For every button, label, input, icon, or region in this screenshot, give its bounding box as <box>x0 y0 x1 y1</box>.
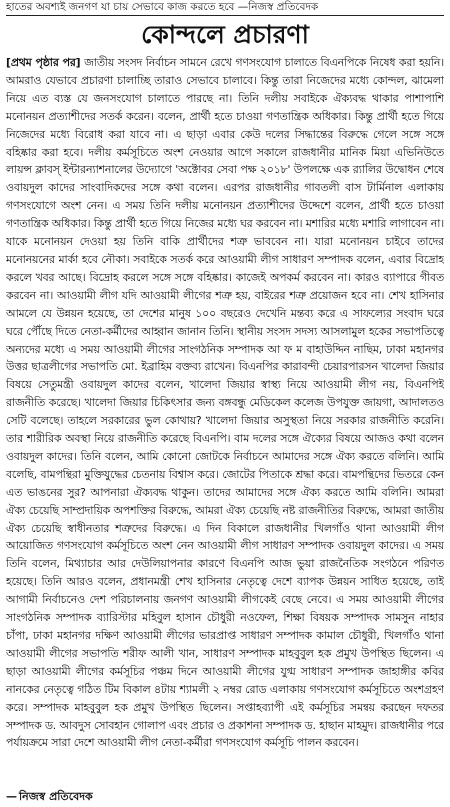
previous-article-byline: —নিজস্ব প্রতিবেদক <box>237 1 319 13</box>
separator-rule <box>6 15 444 16</box>
previous-article-tail <box>6 0 444 15</box>
previous-article-text: হাতের অবশ্যই জনগণ যা চায় সেভাবে কাজ করতে হবে <box>6 1 235 13</box>
byline-dash: — <box>6 790 17 803</box>
article-byline <box>6 789 93 805</box>
article-text: জাতীয় সংসদ নির্বাচন সামনে রেখে গণসংযোগ চালাতে বিএনপিকে নিষেধ করা হয়নি। আমরাও যেভাবে প্রচারণা চালাচ্ছি তারাও সেভাবে চালাবে। কিন্তু তারা নিজেদের মধ্যে কোন্দল, ঝামেলা নিয়ে এত ব্যস্ত যে জনসংযোগ চালাতে পারছে না। তিনি দলীয় সবাইকে ঐক্যবদ্ধ থাকার পাশাপাশি মনোনয়ন প্রত্যাশীদের সতর্ক করেন। বলেন, প্রার্থী হতে চাওয়া গণতান্ত্রিক অধিকার। কিন্তু প্রার্থী হতে গিয়ে নিজেদের মধ্যে বিরোধ করা যাবে না। এ ছাড়া এবার কেউ দলের সিদ্ধান্তের বিরুদ্ধে গেলে সঙ্গে সঙ্গে বহিষ্কার করা হবে। দলীয় কর্মসূচিতে অংশ নেওয়ার আগে সকালে রাজধানীর মানিক মিয়া এভিনিউতে লায়ন্স ক্লাবস্‌ ইন্টারন্যাশনালের উদ্যোগে 'অক্টোবর সেবা পক্ষ ২০১৮' উপলক্ষে এক র‍্যালির উদ্বোধন শেষে ওবায়দুল কাদের সাংবাদিকদের সঙ্গে কথা বলেন। এরপর রাজধানীর গাবতলী বাস টার্মিনাল এলাকায় গণসংযোগে অংশ নেন। এ সময় তিনি দলীয় মনোনয়ন প্রত্যাশীদের উদ্দেশে বলেন, প্রার্থী হতে চাওয়া গণতান্ত্রিক অধিকার। কিন্তু প্রার্থী হতে গিয়ে নিজের মধ্যে ঘর করবেন না। মশারির মধ্যে মশারি লাগাবেন না। যাকে মনোনয়ন দেওয়া হয় তিনি বাকি প্রার্থীদের শত্রু ভাববেন না। যারা মনোনয়ন চাইবে তাদের মনোনয়নের মার্কা হবে নৌকা। সবাইকে সতর্ক করে আওয়ামী লীগ সাধারণ সম্পাদক বলেন, এবার বিদ্রোহ করলে খবর আছে। বিদ্রোহ করলে সঙ্গে সঙ্গে বহিষ্কার। কাজেই অপকর্ম করবেন না। কারও ব্যাপারে গীবত করবেন না। আওয়ামী লীগ যদি আওয়ামী লীগের শত্রু হয়, বাইরের শত্রু প্রয়োজন হবে না। শেখ হাসিনার আমলে যে উন্নয়ন হয়েছে, তা দেশের মানুষ ১০০ বছরেও দেখেনি মন্তব্য করে এ সাফল্যের সংবাদ ঘরে ঘরে পৌঁছে দিতে নেতা-কর্মীদের আহ্বান জানান তিনি। স্থানীয় সংসদ সদস্য আসলামুল হকের সভাপতিত্বে অন্যদের মধ্যে এ সময় আওয়ামী লীগের সাংগঠনিক সম্পাদক আ ফ ম বাহাউদ্দিন নাছিম, ঢাকা মহানগর উত্তর ছাত্রলীগের সভাপতি মো. ইব্রাহিম বক্তব্য রাখেন। বিএনপির কারাবন্দী চেয়ারপারসন খালেদা জিয়ার বিষয়ে সেতুমন্ত্রী ওবায়দুল কাদের বলেন, খালেদা জিয়ার স্বাস্থ্য নিয়ে আওয়ামী লীগ নয়, বিএনপিই রাজনীতি করেছে। খালেদা জিয়ার চিকিৎসার জন্য বঙ্গবন্ধু মেডিকেল কলেজ উপযুক্ত জায়গা, আদালতও সেটি বলেছে। তাহলে সরকারের ভুল কোথায়? খালেদা জিয়ার অসুস্থতা নিয়ে সরকার রাজনীতি করেনি। তার শারীরিক অবস্থা নিয়ে রাজনীতি করেছে বিএনপি। বাম দলের সঙ্গে ঐক্যের বিষয়ে আজও কথা বলেন ওবায়দুল কাদের। তিনি বলেন, আমি কোনো জোটকে নির্বাচনে আমাদের সঙ্গে ঐক্য করতে বলিনি। আমি বলেছি, বামপন্থিরা মুক্তিযুদ্ধের চেতনায় বিশ্বাস করে। জোটের পিতাকে শ্রদ্ধা করে। বামপন্থিদের ভিতরে কেন এত ভাঙনের সুর? আপনারা ঐক্যবদ্ধ থাকুন। তাদের আমাদের সঙ্গে ঐক্য করতে আমি বলিনি। আমরা ঐক্য চেয়েছি সাম্প্রদায়িক অপশক্তির বিরুদ্ধে, আমরা ঐক্য চেয়েছি নষ্ট রাজনীতির বিরুদ্ধে, আমরা জাতীয় ঐক্য চেয়েছি স্বাধীনতার শত্রুদের বিরুদ্ধে। এ দিন বিকালে রাজধানীর খিলগাঁও থানা আওয়ামী লীগ আয়োজিত গণসংযোগ কর্মসূচিতে অংশ নেন আওয়ামী লীগ সাধারণ সম্পাদক ওবায়দুল কাদের। এ সময় তিনি বলেন, মিথ্যাচার আর দেউলিয়াপনার কারণে বিএনপি আজ ভুয়া রাজনৈতিক সংগঠনে পরিণত হয়েছে। তিনি আরও বলেন, প্রধানমন্ত্রী শেখ হাসিনার নেতৃত্বে দেশে ব্যাপক উন্নয়ন সাধিত হয়েছে, তাই আগামী নির্বাচনেও দেশ পরিচালনায় জনগণ আওয়ামী লীগকেই বেছে নেবে। এ সময় আওয়ামী লীগের সাংগঠনিক সম্পাদক ব্যারিস্টার মহিবুল হাসান চৌধুরী নওফেল, শিক্ষা বিষয়ক সম্পাদক সামসুন নাহার চাঁপা, ঢাকা মহানগর দক্ষিণ আওয়ামী লীগের ভারপ্রাপ্ত সাধারণ সম্পাদক কামাল চৌধুরী, খিলগাঁও থানা আওয়ামী লীগের সভাপতি শরীফ আলী খান, সাধারণ সম্পাদক মাহবুবুল হক প্রমুখ উপস্থিত ছিলেন। এ ছাড়া আওয়ামী লীগের কর্মসূচির পঞ্চম দিনে আওয়ামী লীগের যুগ্ম সাধারণ সম্পাদক জাহাঙ্গীর কবির নানকের নেতৃত্বে গঠিত টিম বিকাল ৪টায় শ্যামলী ২ নম্বর রোড এলাকায় গণসংযোগ কর্মসূচিতে অংশগ্রহণ করে। সম্পাদক মাহবুবুল হক প্রমুখ উপস্থিত ছিলেন। সপ্তাহব্যাপী এই কর্মসূচির সমন্বয় করছেন দফতর সম্পাদক ড. আবদুস সোবহান গোলাপ এবং প্রচার ও প্রকাশনা সম্পাদক ড. হাছান মাহমুদ। রাজধানীর পরে পর্যায়ক্রমে সারা দেশে আওয়ামী লীগ নেতা-কর্মীরা গণসংযোগ কর্মসূচি পালন করবেন। <box>6 56 444 750</box>
article-body <box>6 54 444 769</box>
byline-text: নিজস্ব প্রতিবেদক <box>19 790 93 803</box>
article-headline: কোন্দলে প্রচারণা <box>141 20 309 49</box>
continuation-label: [প্রথম পৃষ্ঠার পর] <box>6 56 81 69</box>
